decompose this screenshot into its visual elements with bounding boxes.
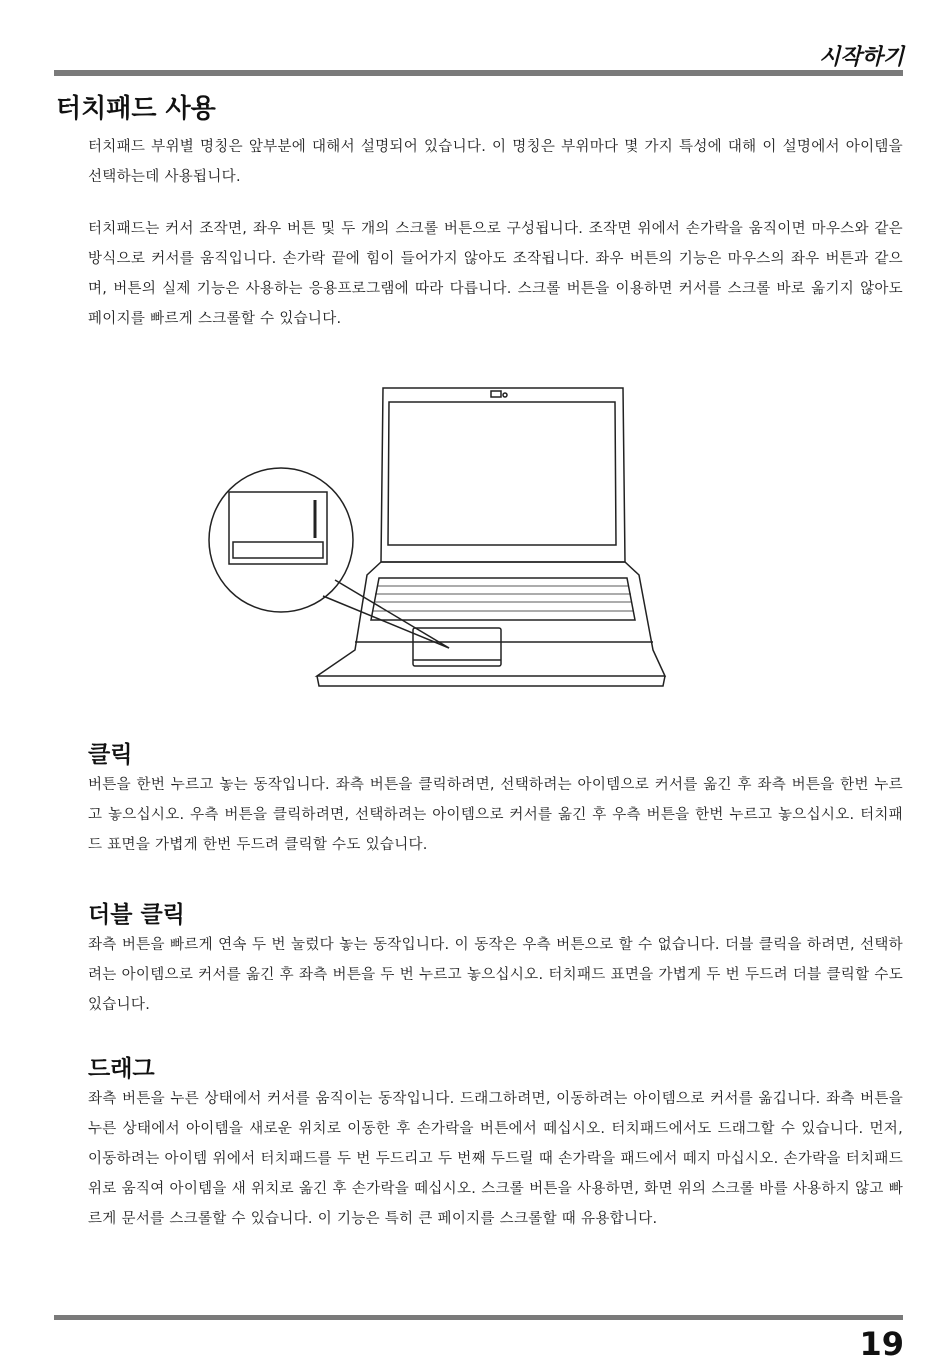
page-number: 19 [859, 1325, 904, 1363]
heading-click: 클릭 [88, 742, 133, 768]
paragraph-click: 버튼을 한번 누르고 놓는 동작입니다. 좌측 버튼을 클릭하려면, 선택하려는 아이템으로 커서를 옮긴 후 좌측 버튼을 한번 누르고 놓으십시오. 우측 버튼을 클릭하려면, 선택하려는 아이템으로 커서를 옮긴 후 우측 버튼을 한번 누르고 놓으십시오. 터치패드 표면을 가볍게 한번 두드려 클릭할 수도 있습니다. [88, 777, 903, 853]
paragraph-drag: 좌측 버튼을 누른 상태에서 커서를 움직이는 동작입니다. 드래그하려면, 이동하려는 아이템으로 커서를 옮깁니다. 좌측 버튼을 누른 상태에서 아이템을 새로운 위치로 이동한 후 손가락을 버튼에서 떼십시오. 터치패드에서도 드래그할 수 있습니다. 먼저, 이동하려는 아이템 위에서 터치패드를 두 번 두드리고 두 번째 두드릴 때 손가락을 패드에서 떼지 마십시오. 손가락을 터치패드 위로 움직여 아이템을 새 위치로 옮긴 후 손가락을 떼십시오. 스크롤 버튼을 사용하면, 화면 위의 스크롤 바를 사용하지 않고 빠르게 문서를 스크롤할 수 있습니다. 이 기능은 특히 큰 페이지를 스크롤할 때 유용합니다. [88, 1091, 903, 1227]
heading-double-click: 더블 클릭 [88, 902, 185, 928]
header-rule [54, 70, 903, 76]
page-title: 터치패드 사용 [56, 94, 216, 124]
intro-paragraph-2: 터치패드는 커서 조작면, 좌우 버튼 및 두 개의 스크롤 버튼으로 구성됩니다. 조작면 위에서 손가락을 움직이면 마우스와 같은 방식으로 커서를 움직입니다. 손가락 끝에 힘이 들어가지 않아도 조작됩니다. 좌우 버튼의 기능은 마우스의 좌우 버튼과 같으며, 버튼의 실제 기능은 사용하는 응용프로그램에 따라 다릅니다. 스크롤 버튼을 이용하면 커서를 스크롤 바로 옮기지 않아도 페이지를 빠르게 스크롤할 수 있습니다. [88, 221, 903, 327]
heading-drag: 드래그 [88, 1056, 155, 1082]
footer-rule [54, 1315, 903, 1320]
laptop-touchpad-icon [195, 380, 675, 690]
paragraph-double-click: 좌측 버튼을 빠르게 연속 두 번 눌렀다 놓는 동작입니다. 이 동작은 우측 버튼으로 할 수 없습니다. 더블 클릭을 하려면, 선택하려는 아이템으로 커서를 옮긴 후 좌측 버튼을 두 번 누르고 놓으십시오. 터치패드 표면을 가볍게 두 번 두드려 더블 클릭할 수도 있습니다. [88, 937, 903, 1013]
intro-paragraph-1: 터치패드 부위별 명칭은 앞부분에 대해서 설명되어 있습니다. 이 명칭은 부위마다 몇 가지 특성에 대해 이 설명에서 아이템을 선택하는데 사용됩니다. [88, 139, 903, 185]
running-header: 시작하기 [818, 45, 904, 70]
